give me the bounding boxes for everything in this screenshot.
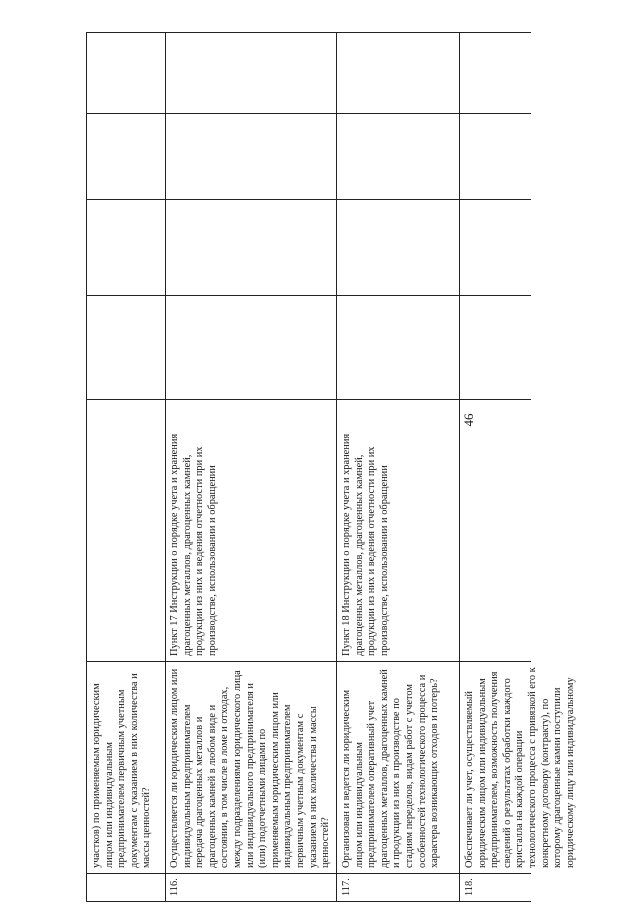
not-applicable-cell <box>165 114 336 200</box>
notes-cell <box>460 32 531 114</box>
question-cell: Обеспечивает ли учет, осуществляемый юридическим лицом или индивидуальным предпринимателем, возможность получения сведений о результатах обработки каждого кристалла на каждой операции технологического процесса с привязкой его к конкретному договору (контракту), по которому драгоценные камни поступили юридическому лицу или индивидуальному <box>460 662 531 874</box>
row-number-cell <box>87 874 165 902</box>
notes-cell <box>165 32 336 114</box>
reference-cell: Пункт 18 Инструкции о порядке учета и хранения драгоценных металлов, драгоценных камней, продукции из них и ведения отчетности при их производстве, использовании и обращении <box>337 400 459 662</box>
reference-cell <box>87 400 165 662</box>
inspection-table <box>86 32 576 902</box>
row-number-cell: 117. <box>337 874 459 902</box>
answer-yes-cell <box>87 296 165 400</box>
page-number: 46 <box>461 413 476 427</box>
not-applicable-cell <box>460 114 531 200</box>
answer-yes-cell <box>460 296 531 400</box>
not-applicable-cell <box>87 114 165 200</box>
notes-cell <box>337 32 459 114</box>
question-cell: Организован и ведется ли юридическим лицом или индивидуальным предпринимателем оперативный учет драгоценных металлов, драгоценных камней и продукции из них в производстве по стадиям переделов, видам работ с учетом особенностей технологического процесса и характера возникающих отходов и потерь? <box>337 662 459 874</box>
answer-yes-cell <box>337 296 459 400</box>
reference-cell <box>460 400 531 662</box>
table-row <box>165 32 337 902</box>
answer-yes-cell <box>165 296 336 400</box>
answer-no-cell <box>165 200 336 296</box>
table-row <box>337 32 460 902</box>
table-row <box>460 32 576 902</box>
not-applicable-cell <box>337 114 459 200</box>
question-cell: Осуществляется ли юридическим лицом или индивидуальным предпринимателем передача драгоценных металлов и драгоценных камней в любом виде и состоянии, в том числе в ломе и отходах, между подразделениями юридического лица или индивидуального предпринимателя и (или) подотчетными лицами по применяемым юридическим лицом или индивидуальным предпринимателем первичным учетным документам с указанием в них количества и массы ценностей? <box>165 662 336 874</box>
table-row <box>86 32 166 902</box>
reference-cell: Пункт 17 Инструкции о порядке учета и хранения драгоценных металлов, драгоценных камней, продукции из них и ведения отчетности при их производстве, использовании и обращении <box>165 400 336 662</box>
row-number-cell: 116. <box>165 874 336 902</box>
notes-cell <box>87 32 165 114</box>
answer-no-cell <box>337 200 459 296</box>
question-cell: участков) по применяемым юридическим лицом или индивидуальным предпринимателем первичным учетным документам с указанием в них количества и массы ценностей? <box>87 662 165 874</box>
table-rotated-body <box>86 32 576 902</box>
answer-no-cell <box>460 200 531 296</box>
row-number-cell: 118. <box>460 874 531 902</box>
answer-no-cell <box>87 200 165 296</box>
